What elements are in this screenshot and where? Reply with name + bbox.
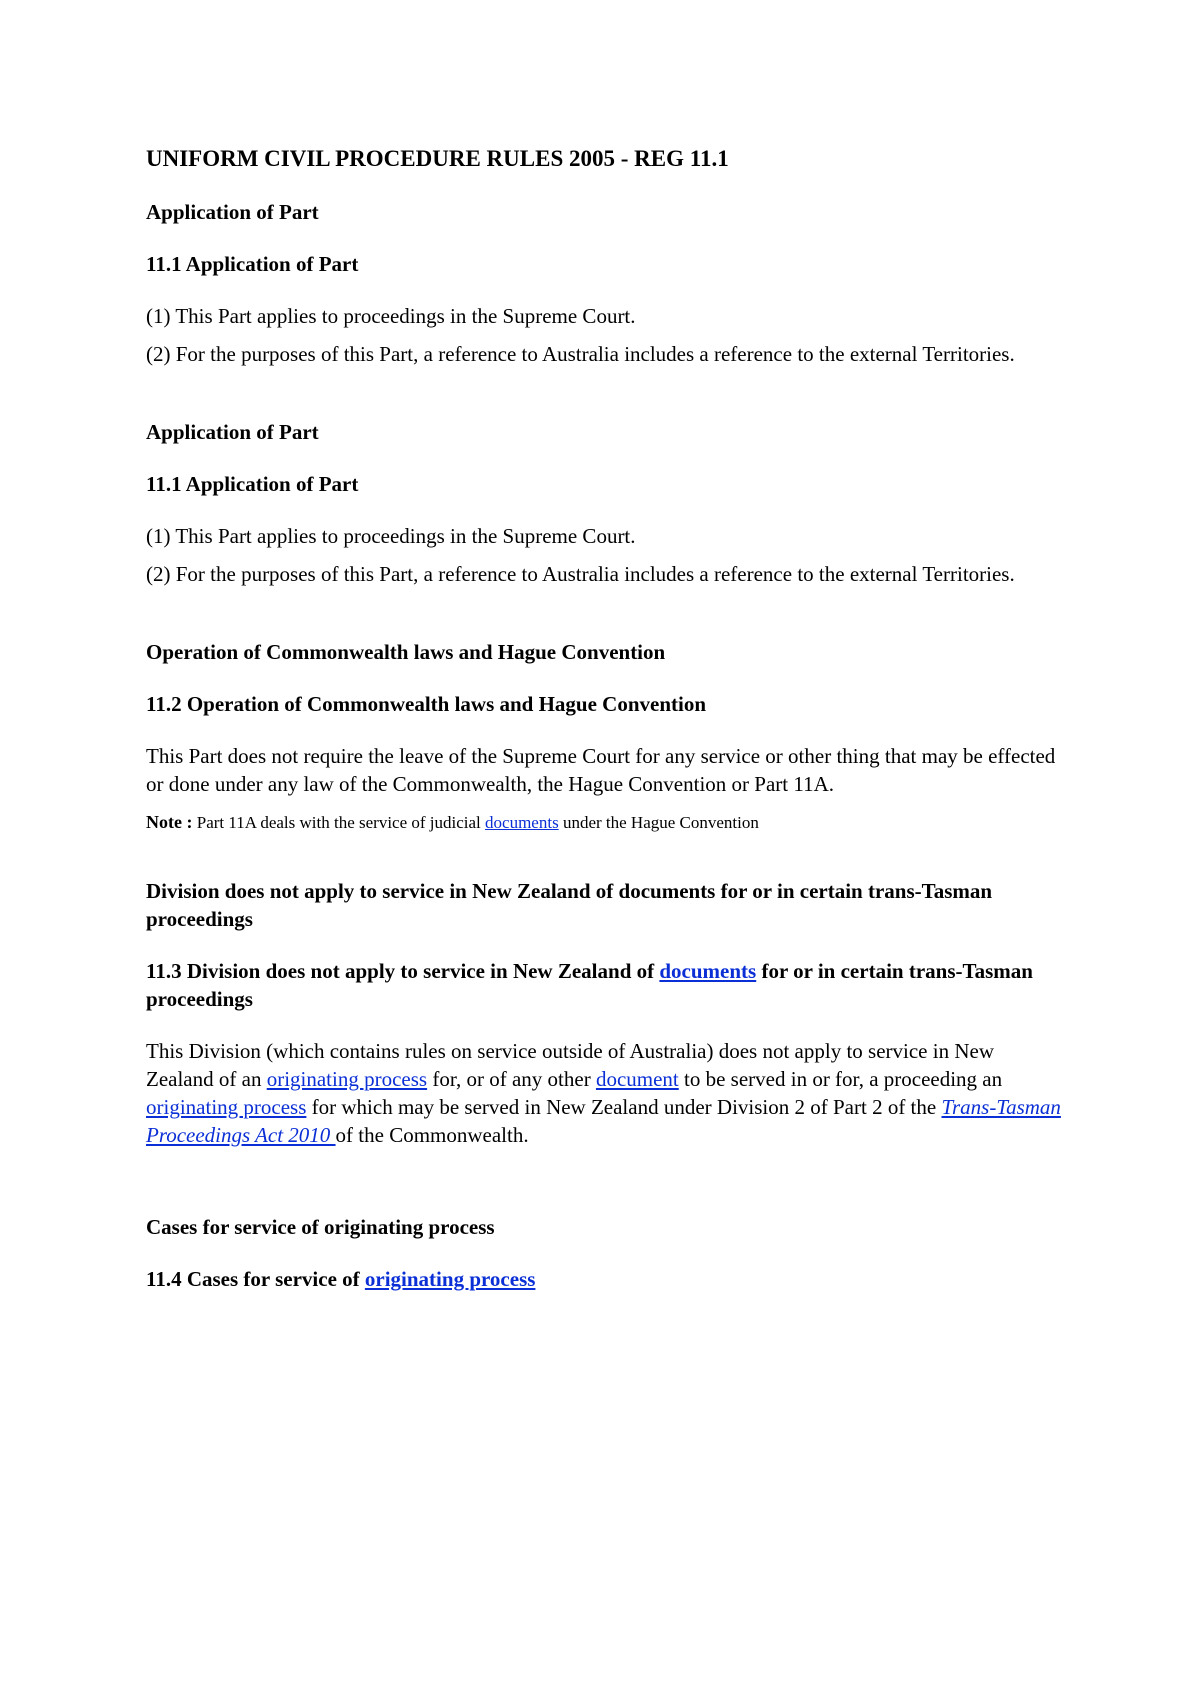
paragraph: This Part does not require the leave of the Supreme Court for any service or other thing that may be effected or done under any law of the Commonwealth, the Hague Convention or Part 11A. — [146, 744, 1056, 796]
documents-link[interactable]: documents — [485, 813, 559, 832]
document-title: UNIFORM CIVIL PROCEDURE RULES 2005 - REG 11.1 — [146, 146, 729, 171]
paragraph-text: of the Commonwealth. — [335, 1123, 529, 1147]
paragraph — [146, 1037, 1066, 1149]
section-heading: Application of Part — [146, 420, 319, 444]
paragraph-text: for, or of any other — [427, 1067, 596, 1091]
section-subheading — [146, 957, 1066, 1013]
section-heading: Division does not apply to service in New Zealand of documents for or in certain trans-Tasman proceedings — [146, 879, 993, 931]
trans-tasman-act-link[interactable]: Trans-Tasman Proceedings Act 2010 — [146, 1095, 1061, 1147]
paragraph: (1) This Part applies to proceedings in the Supreme Court. — [146, 524, 636, 548]
section-subheading: 11.1 Application of Part — [146, 252, 359, 276]
section-subheading — [146, 1265, 1066, 1293]
document-link[interactable]: document — [595, 1067, 679, 1091]
originating-process-link[interactable]: originating process — [146, 1095, 307, 1119]
paragraph-text: This Division (which contains rules on service outside of Australia) does not apply to service in New Zealand of an — [146, 1039, 994, 1091]
note — [146, 808, 1066, 837]
paragraph-text: to be served in or for, a proceeding an — [678, 1067, 1003, 1091]
note-label: Note : — [146, 812, 193, 832]
paragraph: (2) For the purposes of this Part, a reference to Australia includes a reference to the external Territories. — [146, 562, 1015, 586]
paragraph-text: for which may be served in New Zealand under Division 2 of Part 2 of the — [306, 1095, 942, 1119]
section-subheading: 11.1 Application of Part — [146, 472, 359, 496]
subheading-text: 11.4 Cases for service of — [146, 1267, 365, 1291]
section-heading: Operation of Commonwealth laws and Hague Convention — [146, 640, 666, 664]
section-subheading: 11.2 Operation of Commonwealth laws and Hague Convention — [146, 692, 707, 716]
section-heading: Application of Part — [146, 200, 319, 224]
documents-link[interactable]: documents — [659, 959, 757, 983]
section-heading: Cases for service of originating process — [146, 1215, 495, 1239]
originating-process-link[interactable]: originating process — [266, 1067, 428, 1091]
note-text: Part 11A deals with the service of judicial — [192, 813, 486, 832]
originating-process-link[interactable]: originating process — [364, 1267, 536, 1291]
subheading-text: 11.3 Division does not apply to service in New Zealand of — [146, 959, 660, 983]
document-body — [146, 144, 1066, 1317]
note-text: under the Hague Convention — [558, 813, 759, 832]
paragraph: (1) This Part applies to proceedings in the Supreme Court. — [146, 304, 636, 328]
paragraph: (2) For the purposes of this Part, a reference to Australia includes a reference to the external Territories. — [146, 342, 1015, 366]
subheading-text: for or in certain trans-Tasman proceedings — [146, 959, 1033, 1011]
